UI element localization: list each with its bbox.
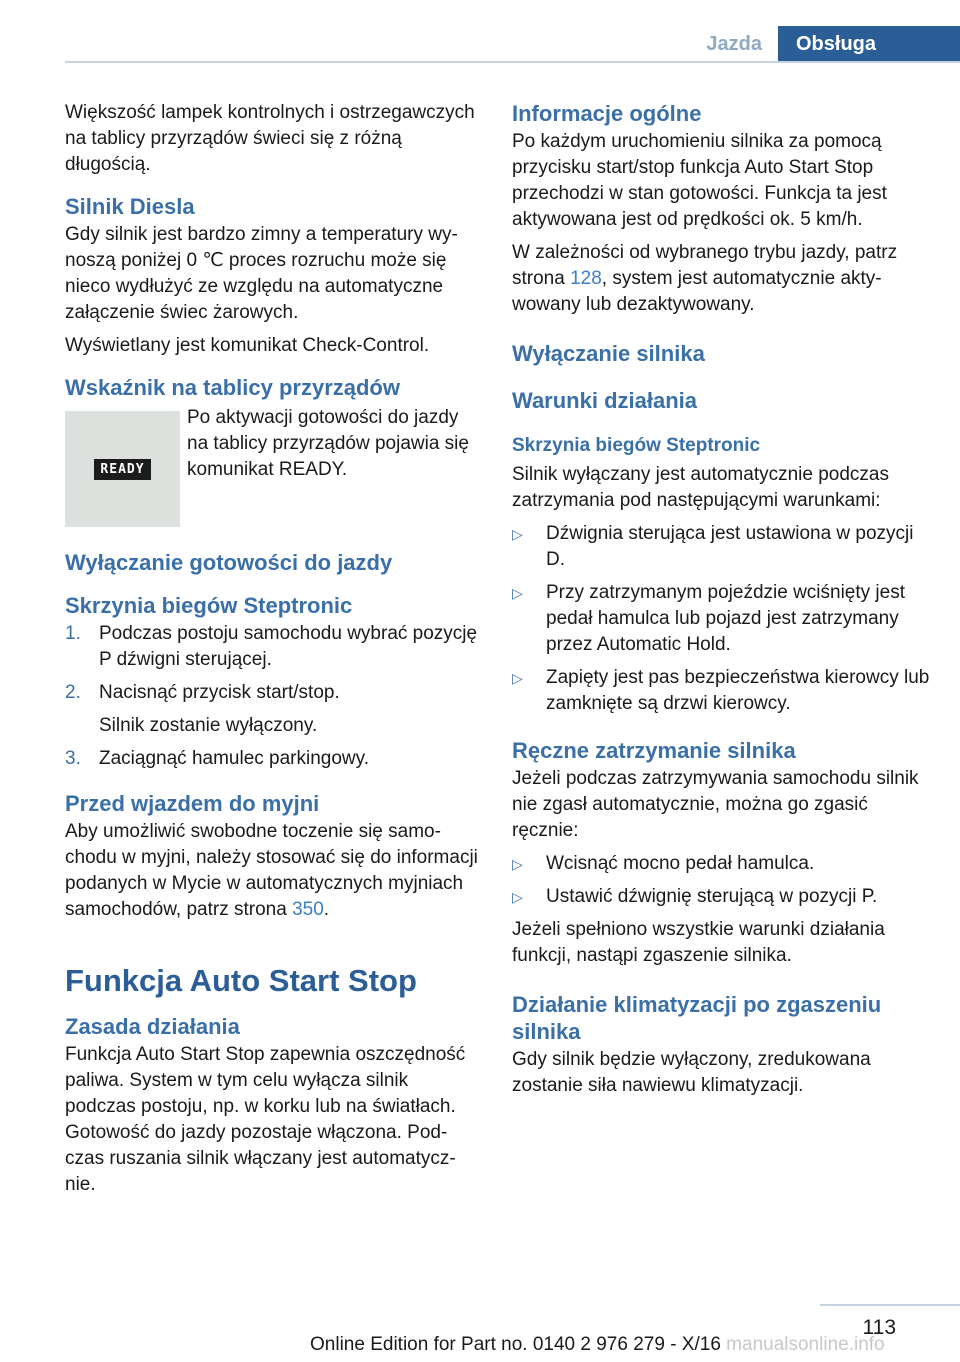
page-number: 113 <box>862 1316 896 1339</box>
manual-paragraph: Jeżeli podczas zatrzymywania samochodu silnik nie zgasł automatycznie, można go zgasić ręcznie: <box>512 768 919 841</box>
manual-step-item: ▷ Ustawić dźwignię sterującą w pozycji P. <box>512 884 932 910</box>
condition-item: ▷ Zapięty jest pas bezpieczeństwa kierowcy lub zamknięte są drzwi kierowcy. <box>512 665 932 717</box>
steptronic-paragraph: Silnik wyłączany jest automatycznie podczas zatrzymania pod następującymi warunkami: <box>512 464 890 511</box>
step-2-result: Silnik zostanie wyłączony. <box>99 715 318 736</box>
edition-text: Online Edition for Part no. 0140 2 976 279 - X/16 <box>310 1334 721 1355</box>
triangle-right-icon: ▷ <box>512 889 523 905</box>
ready-indicator-block <box>65 407 479 527</box>
triangle-right-icon: ▷ <box>512 585 523 601</box>
ready-indicator-image <box>65 411 180 527</box>
step-number: 1. <box>65 623 81 644</box>
footer-edition <box>310 1334 885 1356</box>
step-item <box>65 680 479 706</box>
page-link-350[interactable]: 350 <box>292 899 324 920</box>
step-item <box>65 621 479 673</box>
heading-conditions: Warunki działania <box>512 388 698 413</box>
heading-drive-ready-off: Wyłączanie gotowości do jazdy <box>65 550 393 575</box>
page-link-128[interactable]: 128 <box>570 268 602 289</box>
condition-item: ▷ Przy zatrzymanym pojeździe wciśnięty jest pedał hamulca lub pojazd jest zatrzymany przez Automatic Hold. <box>512 580 932 658</box>
heading-ac-after-stop: Działanie klimatyzacji po zgaszeniu silnika <box>512 992 882 1044</box>
diesel-paragraph-2: Wyświetlany jest komunikat Check-Control. <box>65 335 430 356</box>
step-number: 2. <box>65 682 81 703</box>
indicator-description: Po aktywacji gotowości do jazdy na tablicy przyrządów pojawia się komunikat READY. <box>187 407 469 480</box>
general-paragraph-2: W zależności od wybranego trybu jazdy, patrz strona 128, system jest automatycznie aktywowany lub dezaktywowany. <box>512 242 898 315</box>
left-column <box>65 100 479 1205</box>
intro-paragraph: Większość lampek kontrolnych i ostrzegawczych na tablicy przyrządów świeci się z różną długością. <box>65 102 475 175</box>
step-text: Zaciągnąć hamulec parkingowy. <box>99 748 370 769</box>
triangle-right-icon: ▷ <box>512 856 523 872</box>
header-tabs <box>690 26 960 62</box>
manual-step-item: ▷ Wcisnąć mocno pedał hamulca. <box>512 851 932 877</box>
heading-manual-stop: Ręczne zatrzymanie silnika <box>512 738 796 763</box>
triangle-right-icon: ▷ <box>512 526 523 542</box>
heading-indicator: Wskaźnik na tablicy przyrządów <box>65 375 400 400</box>
tab-jazda[interactable]: Jazda <box>706 33 762 55</box>
heading-general-info: Informacje ogólne <box>512 101 702 126</box>
heading-principle: Zasada działania <box>65 1014 240 1039</box>
tab-obsluga[interactable]: Obsługa <box>778 26 960 62</box>
watermark-site: manualsonline.info <box>726 1334 885 1355</box>
heading-car-wash: Przed wjazdem do myjni <box>65 791 320 816</box>
heading-auto-start-stop: Funkcja Auto Start Stop <box>65 963 417 998</box>
general-paragraph-1: Po każdym uruchomieniu silnika za pomocą przycisku start/stop funkcja Auto Start Stop przechodzi w stan gotowości. Funkcja ta jest aktywowana jest od prędkości ok. 5 km/h. <box>512 131 887 230</box>
ready-icon: READY <box>94 459 150 480</box>
manual-result-paragraph: Jeżeli spełniono wszystkie warunki działania funkcji, nastąpi zgaszenie silnika. <box>512 919 885 966</box>
heading-engine-off: Wyłączanie silnika <box>512 341 705 366</box>
triangle-right-icon: ▷ <box>512 670 523 686</box>
right-column <box>512 100 932 1106</box>
heading-steptronic-right: Skrzynia biegów Steptronic <box>512 435 761 456</box>
principle-paragraph: Funkcja Auto Start Stop zapewnia oszczędność paliwa. System w tym celu wyłącza silnik podczas postoju, np. w korku lub na światłach. Gotowość do jazdy pozostaje włączona. Podczas ruszania silnik włączany jest automatycznie. <box>65 1044 466 1195</box>
ac-paragraph: Gdy silnik będzie wyłączony, zredukowana zostanie siła nawiewu klimatyzacji. <box>512 1049 871 1096</box>
heading-diesel: Silnik Diesla <box>65 194 195 219</box>
manual-steps-list <box>512 851 932 910</box>
car-wash-paragraph: Aby umożliwić swobodne toczenie się samochodu w myjni, należy stosować się do informacji podanych w Mycie w automatycznych myjniach samochodów, patrz strona 350. <box>65 821 478 920</box>
shutdown-steps <box>65 621 479 772</box>
footer-divider <box>820 1304 960 1306</box>
step-text: Podczas postoju samochodu wybrać pozycję P dźwigni sterującej. <box>99 623 478 670</box>
conditions-list <box>512 521 932 717</box>
step-text: Nacisnąć przycisk start/stop. <box>99 682 340 703</box>
header-divider <box>65 61 960 63</box>
heading-steptronic-left: Skrzynia biegów Steptronic <box>65 593 353 618</box>
condition-item: ▷ Dźwignia sterująca jest ustawiona w pozycji D. <box>512 521 932 573</box>
step-number: 3. <box>65 748 81 769</box>
step-item <box>65 746 479 772</box>
diesel-paragraph-1: Gdy silnik jest bardzo zimny a temperatury wynoszą poniżej 0 ℃ proces rozruchu może się nieco wydłużyć ze względu na automatyczne załączenie świec żarowych. <box>65 224 458 323</box>
